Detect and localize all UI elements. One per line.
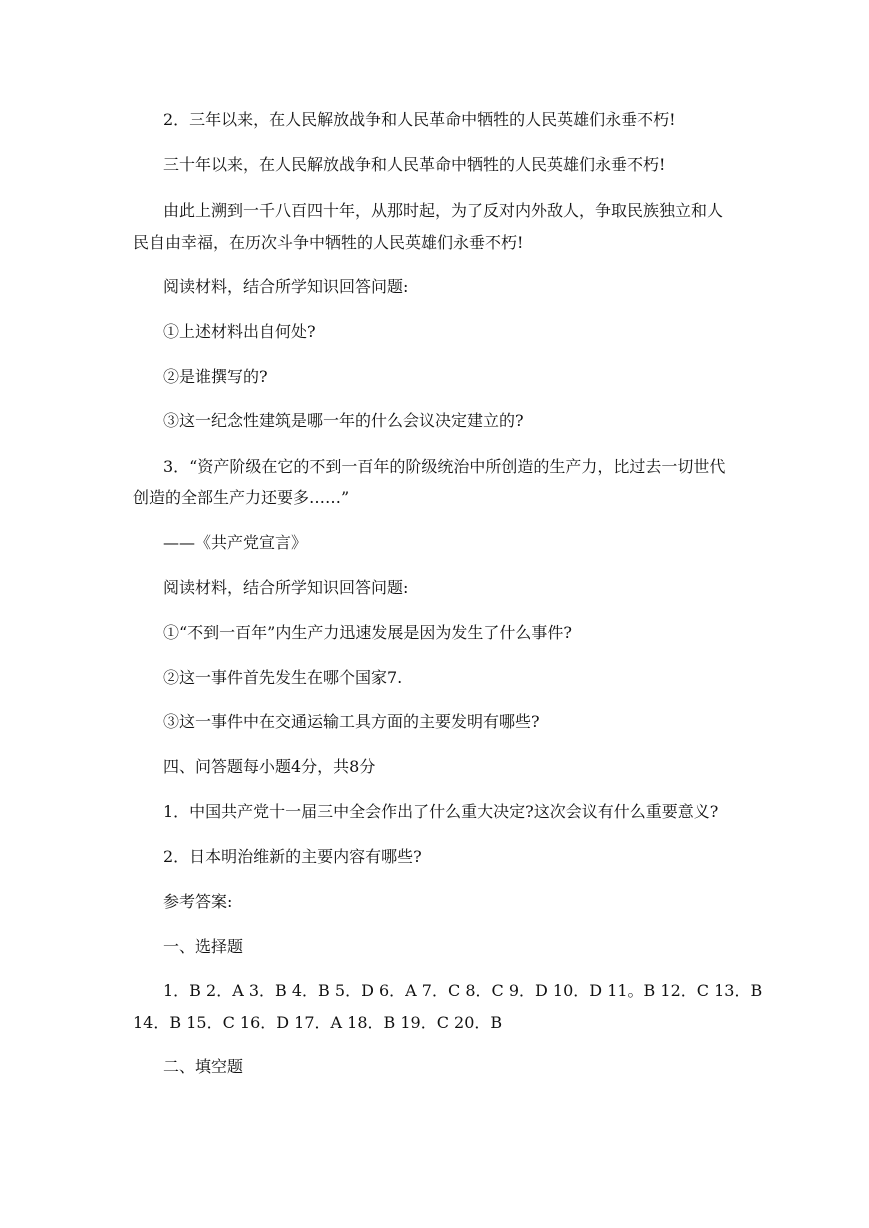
q2-material-line-2: 三十年以来，在人民解放战争和人民革命中牺牲的人民英雄们永垂不朽! — [163, 155, 666, 174]
q2-subquestion-2: ②是谁撰写的? — [163, 367, 268, 386]
q3-quote-line-1: 3．“资产阶级在它的不到一百年的阶级统治中所创造的生产力，比过去一切世代 — [163, 457, 726, 476]
q3-quote-source: ——《共产党宣言》 — [163, 533, 308, 552]
answers-section-1-heading: 一、选择题 — [163, 937, 244, 956]
q3-subquestion-1: ①“不到一百年”内生产力迅速发展是因为发生了什么事件? — [163, 623, 572, 642]
q2-material-line-1: 2．三年以来，在人民解放战争和人民革命中牺牲的人民英雄们永垂不朽! — [163, 110, 676, 129]
section-4-question-2: 2．日本明治维新的主要内容有哪些? — [163, 847, 422, 866]
q3-subquestion-2: ②这一事件首先发生在哪个国家7. — [163, 668, 403, 687]
q2-material-line-4: 民自由幸福，在历次斗争中牺牲的人民英雄们永垂不朽! — [133, 233, 524, 252]
answers-choice-line-1: 1．B 2．A 3．B 4．B 5．D 6．A 7．C 8．C 9．D 10．D 11。B 12．C 13．B — [163, 981, 763, 1000]
q3-quote-line-2: 创造的全部生产力还要多……” — [133, 488, 350, 507]
section-4-heading: 四、问答题每小题4分，共8分 — [163, 757, 376, 776]
q2-subquestion-1: ①上述材料出自何处? — [163, 322, 316, 341]
q2-subquestion-3: ③这一纪念性建筑是哪一年的什么会议决定建立的? — [163, 411, 524, 430]
q2-material-line-3: 由此上溯到一千八百四十年，从那时起，为了反对内外敌人，争取民族独立和人 — [163, 201, 724, 220]
section-4-question-1: 1．中国共产党十一届三中全会作出了什么重大决定?这次会议有什么重要意义? — [163, 802, 719, 821]
answers-choice-line-2: 14．B 15．C 16．D 17．A 18．B 19．C 20．B — [133, 1013, 503, 1032]
q2-prompt: 阅读材料，结合所学知识回答问题: — [163, 277, 409, 296]
answers-heading: 参考答案: — [163, 892, 233, 911]
q3-subquestion-3: ③这一事件中在交通运输工具方面的主要发明有哪些? — [163, 712, 540, 731]
q3-prompt: 阅读材料，结合所学知识回答问题: — [163, 578, 409, 597]
answers-section-2-heading: 二、填空题 — [163, 1057, 244, 1076]
